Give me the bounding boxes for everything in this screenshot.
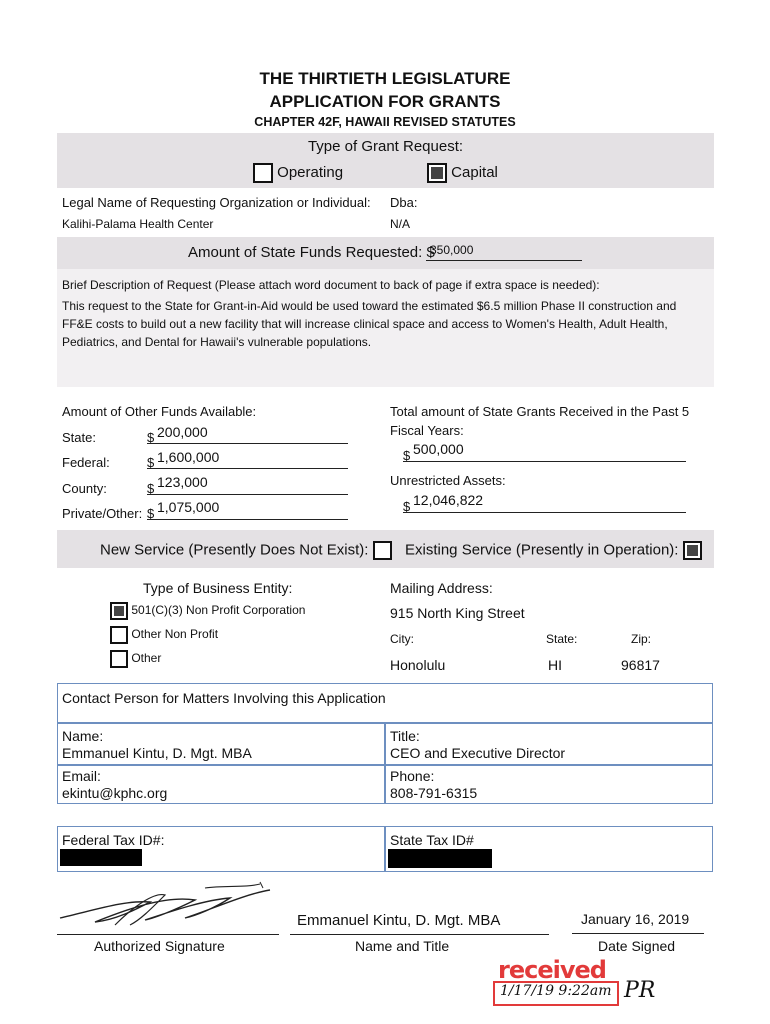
entity-other-checkbox[interactable] — [110, 650, 128, 668]
date-signed-value[interactable]: January 16, 2019 — [581, 911, 690, 927]
new-service-checkbox[interactable] — [373, 541, 392, 560]
new-service-option[interactable] — [100, 541, 392, 560]
state-grants-value[interactable]: 500,000 — [413, 441, 464, 457]
dba-label: Dba: — [390, 195, 418, 210]
federal-funds-value[interactable]: 1,600,000 — [157, 449, 220, 465]
state-grants-label-2: Fiscal Years: — [390, 423, 464, 438]
contact-title-value[interactable]: CEO and Executive Director — [390, 745, 566, 761]
capital-label: Capital — [451, 163, 498, 181]
received-stamp-text: received — [498, 956, 606, 984]
signature-label: Authorized Signature — [94, 938, 225, 954]
grant-type-label: Type of Grant Request: — [307, 138, 464, 155]
unrestricted-assets-label: Unrestricted Assets: — [390, 473, 506, 488]
date-signed-label: Date Signed — [598, 938, 676, 954]
capital-checkbox[interactable] — [427, 163, 447, 183]
new-service-label: New Service (Presently Does Not Exist): — [100, 541, 369, 559]
unrestricted-currency: $ — [403, 499, 411, 514]
entity-other-label: Other — [131, 651, 162, 666]
private-funds-currency: $ — [147, 506, 155, 521]
entity-option-501c3[interactable] — [110, 602, 305, 620]
operating-label: Operating — [277, 163, 344, 181]
state-tax-label: State Tax ID# — [390, 832, 474, 848]
business-entity-label: Type of Business Entity: — [143, 580, 293, 596]
federal-tax-label: Federal Tax ID#: — [62, 832, 165, 848]
signature-scribble-icon — [55, 880, 285, 935]
state-funds-currency: $ — [147, 430, 155, 445]
received-initials: PR — [624, 978, 656, 1003]
contact-phone-label: Phone: — [390, 768, 435, 784]
mailing-address-label: Mailing Address: — [390, 580, 493, 596]
private-funds-line — [147, 518, 348, 520]
form-title-line2: APPLICATION FOR GRANTS — [269, 92, 501, 111]
state-value[interactable]: HI — [548, 657, 562, 673]
description-line-2[interactable]: FF&E costs to build out a new facility that will increase clinical space and access to Women's Health, Adult Health, — [62, 317, 668, 331]
state-funds-label: State: — [62, 430, 96, 445]
contact-name-value[interactable]: Emmanuel Kintu, D. Mgt. MBA — [62, 745, 252, 761]
county-funds-value[interactable]: 123,000 — [157, 474, 208, 490]
received-handwritten-date: 1/17/19 9:22am — [500, 983, 612, 999]
date-signed-line — [572, 932, 704, 934]
operating-option[interactable] — [253, 163, 343, 183]
state-tax-redaction — [388, 849, 492, 868]
operating-checkbox[interactable] — [253, 163, 273, 183]
zip-value[interactable]: 96817 — [621, 657, 660, 673]
state-funds-line — [147, 442, 348, 444]
state-label: State: — [546, 632, 578, 646]
contact-name-label: Name: — [62, 728, 104, 744]
state-funds-value[interactable]: 200,000 — [157, 424, 208, 440]
mailing-street[interactable]: 915 North King Street — [390, 605, 525, 621]
name-title-line — [290, 933, 549, 935]
entity-other-nonprofit-label: Other Non Profit — [131, 627, 219, 642]
county-funds-label: County: — [62, 481, 107, 496]
state-grants-label-1: Total amount of State Grants Received in the Past 5 — [390, 404, 690, 419]
description-line-3[interactable]: Pediatrics, and Dental for Hawaii's vulnerable populations. — [62, 335, 372, 349]
state-grants-line — [403, 460, 686, 462]
description-label: Brief Description of Request (Please attach word document to back of page if extra space is needed): — [62, 278, 600, 292]
existing-service-label: Existing Service (Presently in Operation): — [405, 541, 679, 559]
unrestricted-assets-line — [403, 511, 686, 513]
form-title-line3: CHAPTER 42F, HAWAII REVISED STATUTES — [254, 115, 516, 129]
county-funds-currency: $ — [147, 481, 155, 496]
contact-phone-value[interactable]: 808-791-6315 — [390, 785, 478, 801]
entity-option-other[interactable] — [110, 650, 161, 668]
existing-service-checkbox[interactable] — [683, 541, 702, 560]
legal-name-label: Legal Name of Requesting Organization or Individual: — [62, 195, 371, 210]
federal-funds-line — [147, 467, 348, 469]
name-title-label: Name and Title — [355, 938, 450, 954]
entity-other-nonprofit-checkbox[interactable] — [110, 626, 128, 644]
county-funds-line — [147, 493, 348, 495]
unrestricted-assets-value[interactable]: 12,046,822 — [413, 492, 484, 508]
federal-tax-redaction — [60, 849, 142, 866]
signature-line — [57, 933, 279, 935]
zip-label: Zip: — [631, 632, 652, 646]
city-label: City: — [390, 632, 414, 646]
funds-requested-line — [426, 258, 582, 261]
federal-funds-label: Federal: — [62, 455, 110, 470]
contact-title-label: Title: — [390, 728, 420, 744]
contact-email-label: Email: — [62, 768, 101, 784]
entity-501c3-checkbox[interactable] — [110, 602, 128, 620]
contact-email-value[interactable]: ekintu@kphc.org — [62, 785, 168, 801]
entity-501c3-label: 501(C)(3) Non Profit Corporation — [131, 603, 306, 618]
private-funds-value[interactable]: 1,075,000 — [157, 499, 220, 515]
city-value[interactable]: Honolulu — [390, 657, 446, 673]
other-funds-label: Amount of Other Funds Available: — [62, 404, 257, 419]
state-grants-currency: $ — [403, 448, 411, 463]
dba-value: N/A — [390, 217, 411, 231]
name-title-value[interactable]: Emmanuel Kintu, D. Mgt. MBA — [297, 912, 501, 929]
description-line-1[interactable]: This request to the State for Grant-in-Aid would be used toward the estimated $6.5 million Phase II construction and — [62, 299, 677, 313]
capital-option[interactable] — [427, 163, 498, 183]
form-title-line1: THE THIRTIETH LEGISLATURE — [259, 69, 511, 88]
funds-requested-value[interactable]: 350,000 — [430, 243, 474, 257]
private-funds-label: Private/Other: — [62, 506, 143, 521]
federal-funds-currency: $ — [147, 455, 155, 470]
contact-heading: Contact Person for Matters Involving this Application — [62, 690, 386, 706]
funds-requested-label: Amount of State Funds Requested: $ — [188, 244, 435, 261]
legal-name-value: Kalihi-Palama Health Center — [62, 217, 214, 231]
existing-service-option[interactable] — [405, 541, 702, 560]
entity-option-other-nonprofit[interactable] — [110, 626, 218, 644]
